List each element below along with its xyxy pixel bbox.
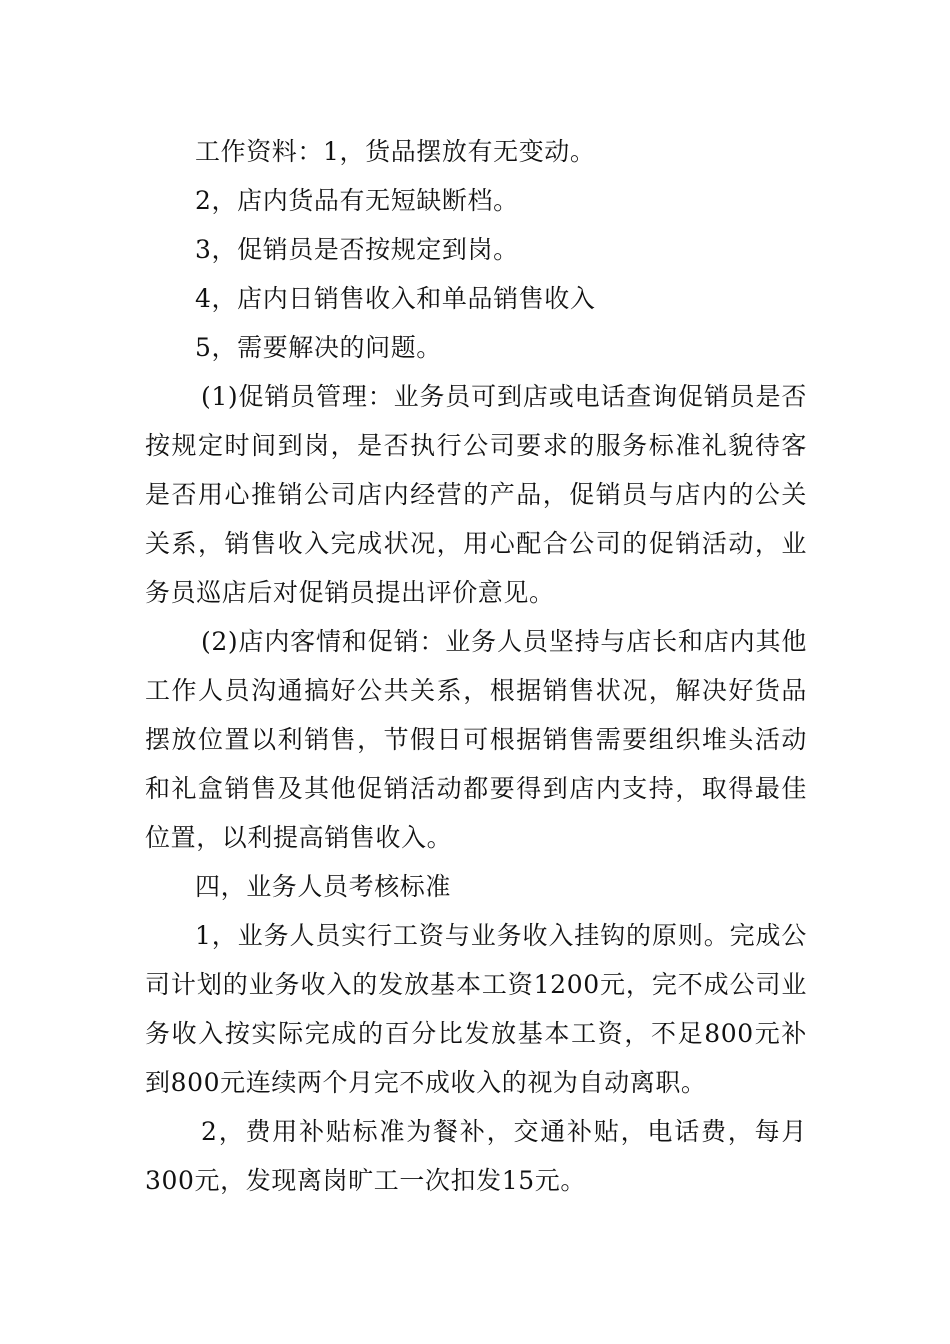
section-heading-assessment-standard: 四，业务人员考核标准 [195, 872, 452, 901]
paragraph-work-content-item-1: 工作资料：1，货品摆放有无变动。 [195, 137, 596, 166]
paragraph-promoter-management: (1)促销员管理：业务员可到店或电话查询促销员是否按规定时间到岗，是否执行公司要求的服务标准礼貌待客是否用心推销公司店内经营的产品，促销员与店内的公关关系，销售收入完成状况，用心配合公司的促销活动，业务员巡店后对促销员提出评价意见。 [145, 382, 807, 607]
paragraph-item-4: 4，店内日销售收入和单品销售收入 [195, 284, 596, 313]
paragraph-item-5: 5，需要解决的问题。 [195, 333, 442, 362]
paragraph-store-relations-promotion: (2)店内客情和促销：业务人员坚持与店长和店内其他工作人员沟通搞好公共关系，根据销售状况，解决好货品摆放位置以利销售，节假日可根据销售需要组织堆头活动和礼盒销售及其他促销活动都要得到店内支持，取得最佳位置，以利提高销售收入。 [145, 627, 807, 852]
paragraph-item-3: 3，促销员是否按规定到岗。 [195, 235, 519, 264]
paragraph-salary-rule: 1，业务人员实行工资与业务收入挂钩的原则。完成公司计划的业务收入的发放基本工资1200元，完不成公司业务收入按实际完成的百分比发放基本工资，不足800元补到800元连续两个月完不成收入的视为自动离职。 [145, 921, 807, 1097]
paragraph-item-2: 2，店内货品有无短缺断档。 [195, 186, 519, 215]
document-body [145, 127, 807, 1205]
paragraph-allowance-rule: 2，费用补贴标准为餐补，交通补贴，电话费，每月300元，发现离岗旷工一次扣发15元。 [145, 1117, 807, 1195]
